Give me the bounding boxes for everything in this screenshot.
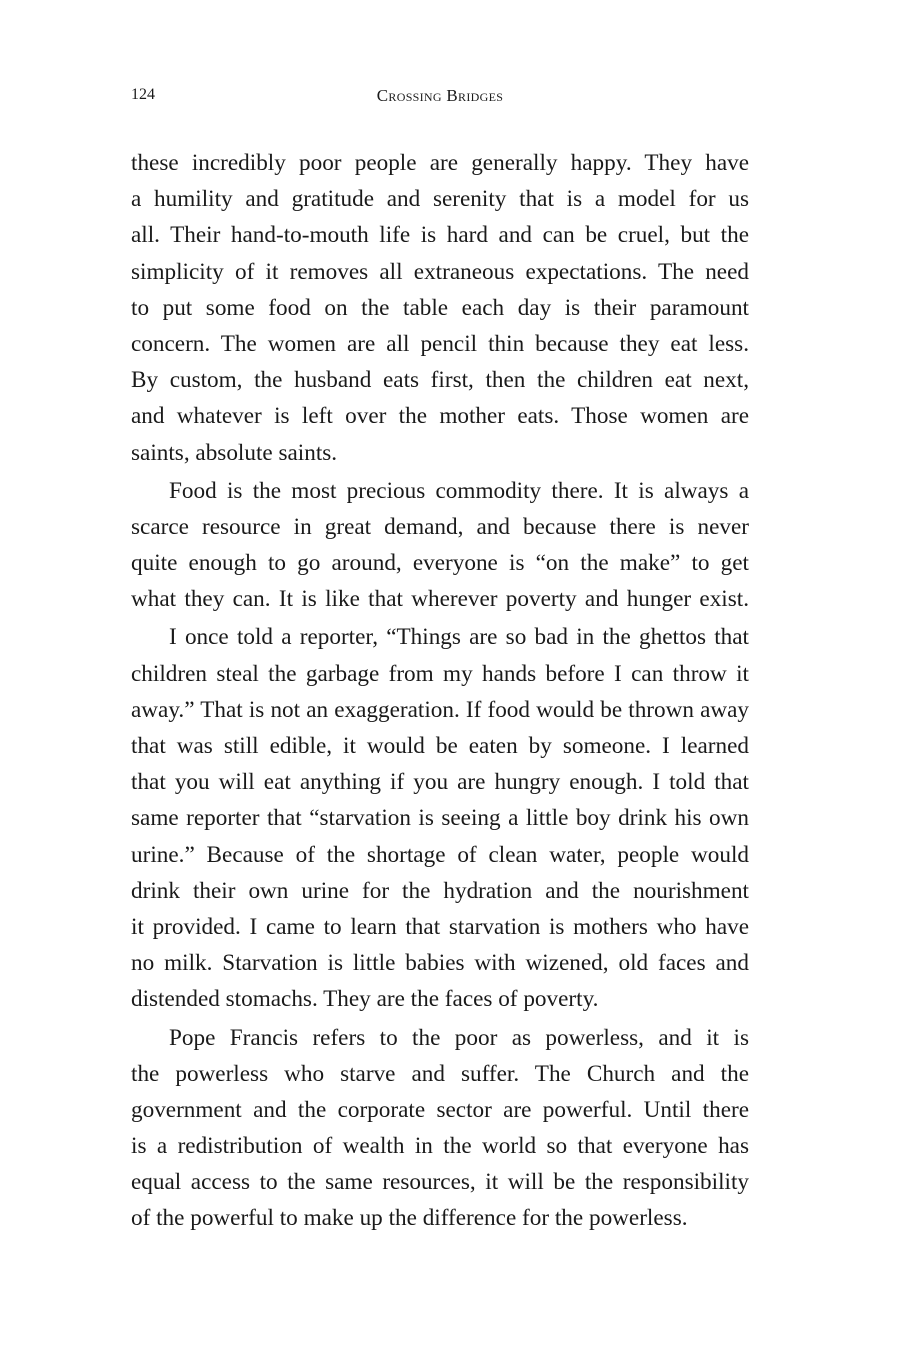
text-line: drink their own urine for the hydration and the nourishment xyxy=(131,877,749,904)
text-line: away.” That is not an exaggeration. If food would be thrown away xyxy=(131,696,749,723)
text-line: the powerless who starve and suffer. The Church and the xyxy=(131,1060,749,1087)
text-line: equal access to the same resources, it will be the responsibility xyxy=(131,1169,749,1196)
text-line: Food is the most precious commodity there. It is always a xyxy=(169,477,749,504)
body-text xyxy=(131,145,749,1239)
text-line: government and the corporate sector are powerful. Until there xyxy=(131,1096,749,1123)
text-line: concern. The women are all pencil thin because they eat less. xyxy=(131,330,749,357)
text-line: of the powerful to make up the difference for the powerless. xyxy=(131,1205,688,1232)
text-line: all. Their hand-to-mouth life is hard and can be cruel, but the xyxy=(131,222,749,249)
paragraph xyxy=(131,619,749,1017)
text-line: By custom, the husband eats first, then the children eat next, xyxy=(131,367,749,394)
paragraph xyxy=(131,145,749,471)
text-line: scarce resource in great demand, and because there is never xyxy=(131,513,749,540)
text-line: what they can. It is like that wherever poverty and hunger exist. xyxy=(131,586,749,613)
text-line: I once told a reporter, “Things are so bad in the ghettos that xyxy=(169,624,749,651)
text-line: no milk. Starvation is little babies with wizened, old faces and xyxy=(131,950,749,977)
running-head: Crossing Bridges xyxy=(376,86,504,105)
text-line: a humility and gratitude and serenity that is a model for us xyxy=(131,186,749,213)
paragraph xyxy=(131,1020,749,1237)
text-line: is a redistribution of wealth in the world so that everyone has xyxy=(131,1133,749,1160)
text-line: it provided. I came to learn that starvation is mothers who have xyxy=(131,913,749,940)
text-line: and whatever is left over the mother eats. Those women are xyxy=(131,403,749,430)
text-line: saints, absolute saints. xyxy=(131,439,338,466)
text-line: these incredibly poor people are generally happy. They have xyxy=(131,150,749,176)
text-line: that was still edible, it would be eaten by someone. I learned xyxy=(131,733,749,759)
text-line: that you will eat anything if you are hungry enough. I told that xyxy=(131,769,749,796)
text-line: Pope Francis refers to the poor as powerless, and it is xyxy=(169,1024,749,1051)
text-line: distended stomachs. They are the faces of poverty. xyxy=(131,986,599,1013)
text-line: children steal the garbage from my hands before I can throw it xyxy=(131,660,749,687)
text-line: same reporter that “starvation is seeing a little boy drink his own xyxy=(131,805,749,832)
text-line: urine.” Because of the shortage of clean water, people would xyxy=(131,841,749,868)
text-line: simplicity of it removes all extraneous expectations. The need xyxy=(131,258,749,285)
text-line: to put some food on the table each day is their paramount xyxy=(131,294,749,321)
text-line: quite enough to go around, everyone is “on the make” to get xyxy=(131,550,749,577)
page-header xyxy=(131,86,749,110)
paragraph xyxy=(131,473,749,618)
page-number: 124 xyxy=(131,86,155,103)
